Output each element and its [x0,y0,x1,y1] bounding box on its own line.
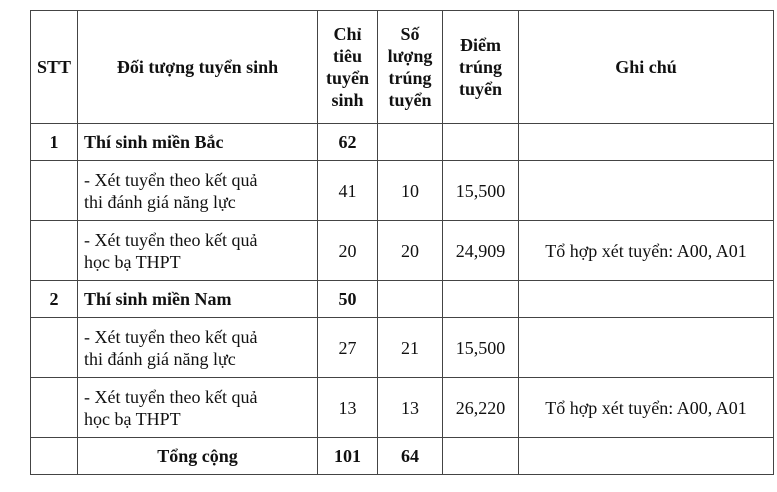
header-line: tuyển [388,90,432,110]
header-line: Điểm [460,35,501,55]
cell-ghi-chu [519,281,774,318]
header-row [31,11,774,124]
header-line: trúng [388,68,432,88]
cell-diem: 24,909 [443,221,519,281]
cell-chi-tieu: 62 [318,124,378,161]
cell-stt: 1 [31,124,78,161]
table-row [31,281,774,318]
label-line: học bạ THPT [84,408,181,429]
table-row [31,124,774,161]
header-line: Chỉ [333,24,362,44]
header-line: tiêu [333,46,362,66]
cell-chi-tieu: 20 [318,221,378,281]
total-label: Tổng cộng [78,438,318,475]
header-so-luong [378,11,443,124]
header-doi-tuong: Đối tượng tuyển sinh [78,11,318,124]
cell-so-luong: 13 [378,378,443,438]
cell-ghi-chu [519,124,774,161]
cell-stt: 2 [31,281,78,318]
header-line: lượng [387,46,433,66]
label-line: học bạ THPT [84,251,181,272]
header-diem [443,11,519,124]
header-line: tuyển [325,68,369,88]
header-line: Số [400,24,420,44]
cell-label [78,318,318,378]
total-so-luong: 64 [378,438,443,475]
table-row [31,318,774,378]
cell-stt [31,161,78,221]
cell-label [78,221,318,281]
label-line: - Xét tuyển theo kết quả [84,169,258,190]
total-chi-tieu: 101 [318,438,378,475]
header-line: sinh [331,90,364,110]
cell-label: Thí sinh miền Nam [78,281,318,318]
header-ghi-chu: Ghi chú [519,11,774,124]
header-line: trúng [458,57,502,77]
label-line: thi đánh giá năng lực [84,348,236,369]
cell-so-luong [378,281,443,318]
table-row [31,161,774,221]
cell-so-luong: 21 [378,318,443,378]
cell-chi-tieu: 27 [318,318,378,378]
cell-diem [443,281,519,318]
cell-label: Thí sinh miền Bắc [78,124,318,161]
label-line: - Xét tuyển theo kết quả [84,386,258,407]
cell-chi-tieu: 13 [318,378,378,438]
cell-diem: 26,220 [443,378,519,438]
cell-ghi-chu [519,161,774,221]
cell-diem: 15,500 [443,161,519,221]
cell-chi-tieu: 50 [318,281,378,318]
cell-chi-tieu: 41 [318,161,378,221]
cell-so-luong: 20 [378,221,443,281]
cell-diem [443,124,519,161]
cell-stt [31,318,78,378]
cell-ghi-chu [519,438,774,475]
total-row [31,438,774,475]
cell-stt [31,438,78,475]
label-line: - Xét tuyển theo kết quả [84,229,258,250]
table-row [31,221,774,281]
cell-ghi-chu: Tổ hợp xét tuyển: A00, A01 [519,378,774,438]
cell-label [78,378,318,438]
label-line: - Xét tuyển theo kết quả [84,326,258,347]
cell-ghi-chu: Tổ hợp xét tuyển: A00, A01 [519,221,774,281]
cell-so-luong [378,124,443,161]
cell-label [78,161,318,221]
admission-results-table [30,10,774,475]
cell-diem [443,438,519,475]
cell-stt [31,378,78,438]
header-line: tuyển [458,79,502,99]
table-row [31,378,774,438]
cell-diem: 15,500 [443,318,519,378]
header-chi-tieu [318,11,378,124]
cell-ghi-chu [519,318,774,378]
cell-stt [31,221,78,281]
header-stt: STT [31,11,78,124]
label-line: thi đánh giá năng lực [84,191,236,212]
cell-so-luong: 10 [378,161,443,221]
